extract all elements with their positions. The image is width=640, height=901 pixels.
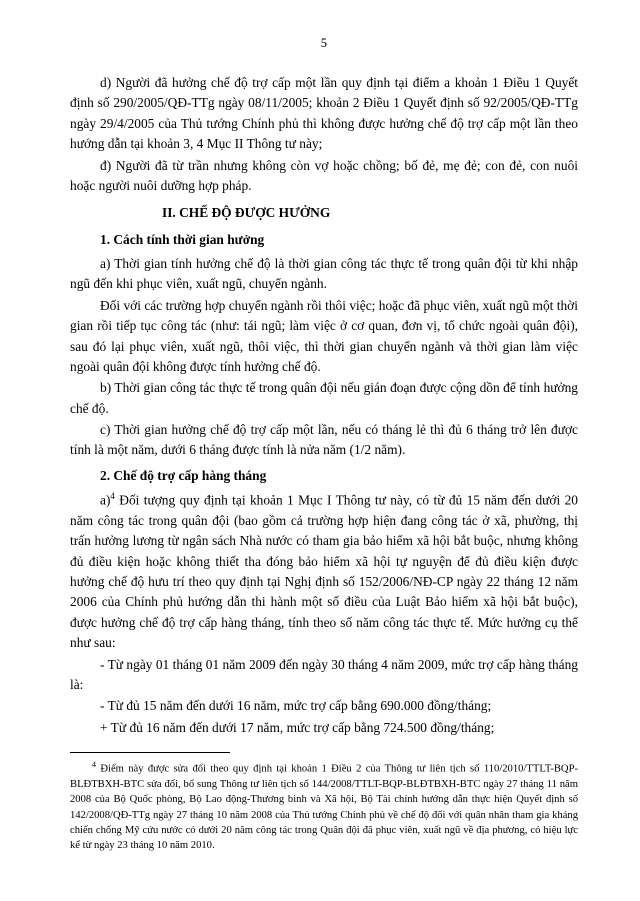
document-body — [70, 73, 578, 738]
paragraph: + Từ đủ 16 năm đến dưới 17 năm, mức trợ cấp bằng 724.500 đồng/tháng; — [100, 719, 495, 735]
paragraph: - Từ đủ 15 năm đến dưới 16 năm, mức trợ cấp bằng 690.000 đồng/tháng; — [100, 698, 492, 714]
subsection-heading: 2. Chế độ trợ cấp hàng tháng — [100, 467, 267, 483]
page-number: 5 — [320, 36, 328, 50]
paragraph-prefix: a) — [100, 492, 111, 508]
footnote-marker: 4 — [110, 491, 115, 502]
footnote-separator — [70, 752, 230, 753]
section-heading: II. CHẾ ĐỘ ĐƯỢC HƯỞNG — [162, 205, 331, 221]
paragraph: d) Người đã hưởng chế độ trợ cấp một lần quy định tại điểm a khoản 1 Điều 1 Quyết định số 290/2005/QĐ-TTg ngày 08/11/2005; khoản 2 Điều 1 Quyết định số 92/2005/QĐ-TTg ngày 29/4/2005 của Thủ tướng Chính phủ thì không được hưởng chế độ trợ cấp một lần theo hướng dẫn tại khoản 3, 4 Mục II Thông tư này; — [70, 75, 578, 152]
footnote-marker: 4 — [92, 760, 96, 770]
paragraph: Đối với các trường hợp chuyển ngành rồi thôi việc; hoặc đã phục viên, xuất ngũ một thời gian rồi tiếp tục công tác (như: tái ngũ; làm việc ở cơ quan, đơn vị, tổ chức ngoài quân đội), sau đó lại phục viên, xuất ngũ, thôi việc, thì thời gian chuyển ngành và thời gian làm việc ngoài quân đội không được tính hưởng chế độ. — [70, 297, 578, 374]
paragraph: a) Thời gian tính hưởng chế độ là thời gian công tác thực tế trong quân đội từ khi nhập ngũ đến khi phục viên, xuất ngũ, chuyển ngành. — [70, 256, 578, 292]
paragraph: c) Thời gian hưởng chế độ trợ cấp một lần, nếu có tháng lẻ thì đủ 6 tháng trở lên được tính là một năm, dưới 6 tháng được tính là nửa năm (1/2 năm). — [70, 422, 578, 458]
paragraph-text: Đối tượng quy định tại khoản 1 Mục I Thông tư này, có từ đủ 15 năm đến dưới 20 năm công tác trong quân đội (bao gồm cả trường hợp hiện đang công tác ở xã, phường, thị trấn hưởng lương từ ngân sách Nhà nước có tham gia bảo hiểm xã hội bắt buộc, nhưng không đủ điều kiện hoặc không thiết tha đóng bảo hiểm xã hội tự nguyện để đủ điều kiện được hưởng chế độ hưu trí theo quy định tại Nghị định số 152/2006/NĐ-CP ngày 22 tháng 12 năm 2006 của Chính phủ hướng dẫn thi hành một số điều của Luật Bảo hiểm xã hội bắt buộc), được hưởng chế độ trợ cấp hàng tháng, tính theo số năm công tác thực tế. Mức hưởng cụ thể như sau: — [70, 492, 578, 651]
paragraph: - Từ ngày 01 tháng 01 năm 2009 đến ngày 30 tháng 4 năm 2009, mức trợ cấp hàng tháng là: — [70, 656, 578, 692]
subsection-heading: 1. Cách tính thời gian hưởng — [100, 231, 265, 247]
footnote — [70, 759, 578, 854]
paragraph: đ) Người đã từ trần nhưng không còn vợ hoặc chồng; bố đẻ, mẹ đẻ; con đẻ, con nuôi hoặc người nuôi dưỡng hợp pháp. — [70, 157, 578, 193]
paragraph-with-footnote — [70, 490, 578, 653]
paragraph: b) Thời gian công tác thực tế trong quân đội nếu gián đoạn được cộng dồn để tính hưởng chế độ. — [70, 380, 578, 416]
footnote-text: Điểm này được sửa đổi theo quy định tại khoản 1 Điều 2 của Thông tư liên tịch số 110/2010/TTLT-BQP-BLĐTBXH-BTC sửa đổi, bổ sung Thông tư liên tịch số 144/2008/TTLT-BQP-BLĐTBXH-BTC ngày 27 tháng 11 năm 2008 của Bộ Quốc phòng, Bộ Lao động-Thương binh và Xã hội, Bộ Tài chính hướng dẫn thực hiện Quyết định số 142/2008/QĐ-TTg ngày 27 tháng 10 năm 2008 của Thủ tướng Chính phủ về chế độ đối với quân nhân tham gia kháng chiến chống Mỹ cứu nước có dưới 20 năm công tác trong Quân đội đã phục viên, xuất ngũ về địa phương, có hiệu lực kể từ ngày 23 tháng 10 năm 2010. — [70, 763, 578, 852]
